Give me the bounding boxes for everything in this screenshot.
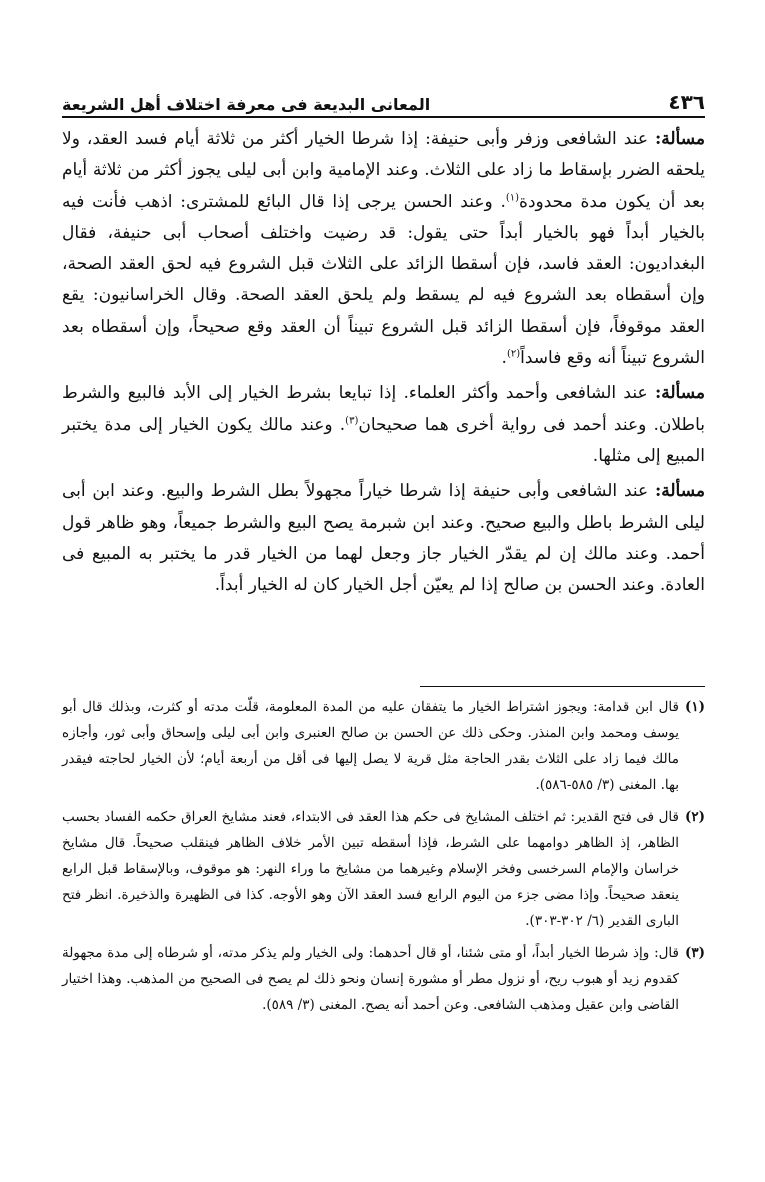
paragraph-text: . وعند الحسن يرجى إذا قال البائع للمشترى: اذهب فأنت فيه بالخيار أبداً فهو بالخيار أبداً حتى يقول: قد رضيت واختلف أصحاب أبى حنيفة، فقال البغداديون: العقد فاسد، فإن أسقطا الزائد على الثلاث قبل الشروع فيه لحق العقد الصحة، وإن أسقطاه بعد الشروع فيه لم يسقط ولم يلحق العقد الصحة. وقال الخراسانيون: يقع العقد موقوفاً، فإن أسقطا الزائد قبل الشروع تبيناً أن العقد وقع صحيحاً، وإن أسقطاه بعد الشروع تبيناً أنه وقع فاسداً <box>62 191 705 369</box>
footnote-number: (٣) <box>684 945 705 961</box>
paragraph-text: . <box>501 348 507 369</box>
page-number: ٤٣٦ <box>668 90 705 114</box>
paragraph-text: عند الشافعى وزفر وأبى حنيفة: إذا شرطا الخيار أكثر من ثلاثة أيام فسد العقد، ولا يلحقه الضرر بإسقاط ما زاد على الثلاث. وعند الإمامية وابن أبى ليلى يجوز أكثر من ثلاثة أيام بعد أن يكون مدة محدودة <box>62 129 705 212</box>
main-text <box>62 124 705 605</box>
paragraph <box>62 124 705 374</box>
paragraph <box>62 476 705 601</box>
footnote-ref: (١) <box>505 191 520 203</box>
running-title: المعانى البديعة فى معرفة اختلاف أهل الشريعة <box>62 95 431 114</box>
issue-label: مسألة: <box>654 129 705 149</box>
footnote-ref: (٢) <box>506 348 521 360</box>
paragraph <box>62 378 705 472</box>
paragraph-text: عند الشافعى وأبى حنيفة إذا شرطا خياراً مجهولاً بطل الشرط والبيع. وعند ابن أبى ليلى الشرط باطل والبيع صحيح. وعند ابن شبرمة يصح البيع والشرط جميعاً، وهو ظاهر قول أحمد. وعند مالك إن لم يقدّر الخيار جاز وجعل لهما من الخيار قدر ما يختبر به المبيع فى العادة. وعند الحسن بن صالح إذا لم يعيّن أجل الخيار كان له الخيار أبداً. <box>62 481 705 596</box>
footnote-number: (٢) <box>684 809 705 825</box>
footnote-text: قال ابن قدامة: ويجوز اشتراط الخيار ما يتفقان عليه من المدة المعلومة، قلّت مدته أو كثرت، وبذلك قال أبو يوسف ومحمد وابن المنذر. وحكى ذلك عن الحسن بن صالح العنبرى وابن أبى ليلى وإسحاق وأبى ثور، وأجازه مالك فيما زاد على الثلاث بقدر الحاجة مثل قرية لا يصل إليها فى أقل من أربعة أيام؛ لأن الخيار لحاجته فيقدر بها. المغنى (٣/ ٥٨٥-٥٨٦). <box>62 699 679 793</box>
footnote-separator <box>420 686 705 687</box>
footnote-text: قال: وإذ شرطا الخيار أبداً، أو متى شئنا، أو قال أحدهما: ولى الخيار ولم يذكر مدته، أو شرطاه إلى مدة مجهولة كقدوم زيد أو هبوب ريح، أو نزول مطر أو مشورة إنسان ونحو ذلك لم يصح فى الصحيح من المذهب. وهذا اختيار القاضى وابن عقيل ومذهب الشافعى. وعن أحمد أنه يصح. المغنى (٣/ ٥٨٩). <box>62 945 679 1013</box>
header-rule <box>62 116 705 118</box>
paragraph-text: . وعند مالك يكون الخيار إلى مدة يختبر المبيع إلى مثلها. <box>62 414 705 466</box>
footnote <box>62 940 705 1018</box>
footnote <box>62 804 705 934</box>
footnote-number: (١) <box>684 699 705 715</box>
footnote-ref: (٣) <box>345 415 359 427</box>
issue-label: مسألة: <box>654 481 705 502</box>
paragraph-text: عند الشافعى وأحمد وأكثر العلماء. إذا تبايعا بشرط الخيار إلى الأبد فالبيع والشرط باطلان. وعند أحمد فى رواية أخرى هما صحيحان <box>62 383 705 435</box>
page-header <box>62 82 705 114</box>
footnote-text: قال فى فتح القدير: ثم اختلف المشايخ فى حكم هذا العقد فى الابتداء، فعند مشايخ العراق حكمه الفساد بحسب الظاهر، إذ الظاهر دوامهما على الشرط، فإذا أسقطه تبين الأمر خلاف الظاهر فينقلب صحيحاً. قال مشايخ خراسان والإمام السرخسى وفخر الإسلام وغيرهما من مشايخ ما وراء النهر: هو موقوف، وبالإسقاط قبل الرابع ينعقد صحيحاً. وإذا مضى جزء من اليوم الرابع فسد العقد الآن وهو الأوجه. كذا فى الظهيرة والذخيرة. انظر فتح البارى القدير (٦/ ٣٠٢-٣٠٣). <box>62 809 679 929</box>
footnote <box>62 694 705 798</box>
issue-label: مسألة: <box>654 383 705 404</box>
footnotes <box>62 694 705 1024</box>
